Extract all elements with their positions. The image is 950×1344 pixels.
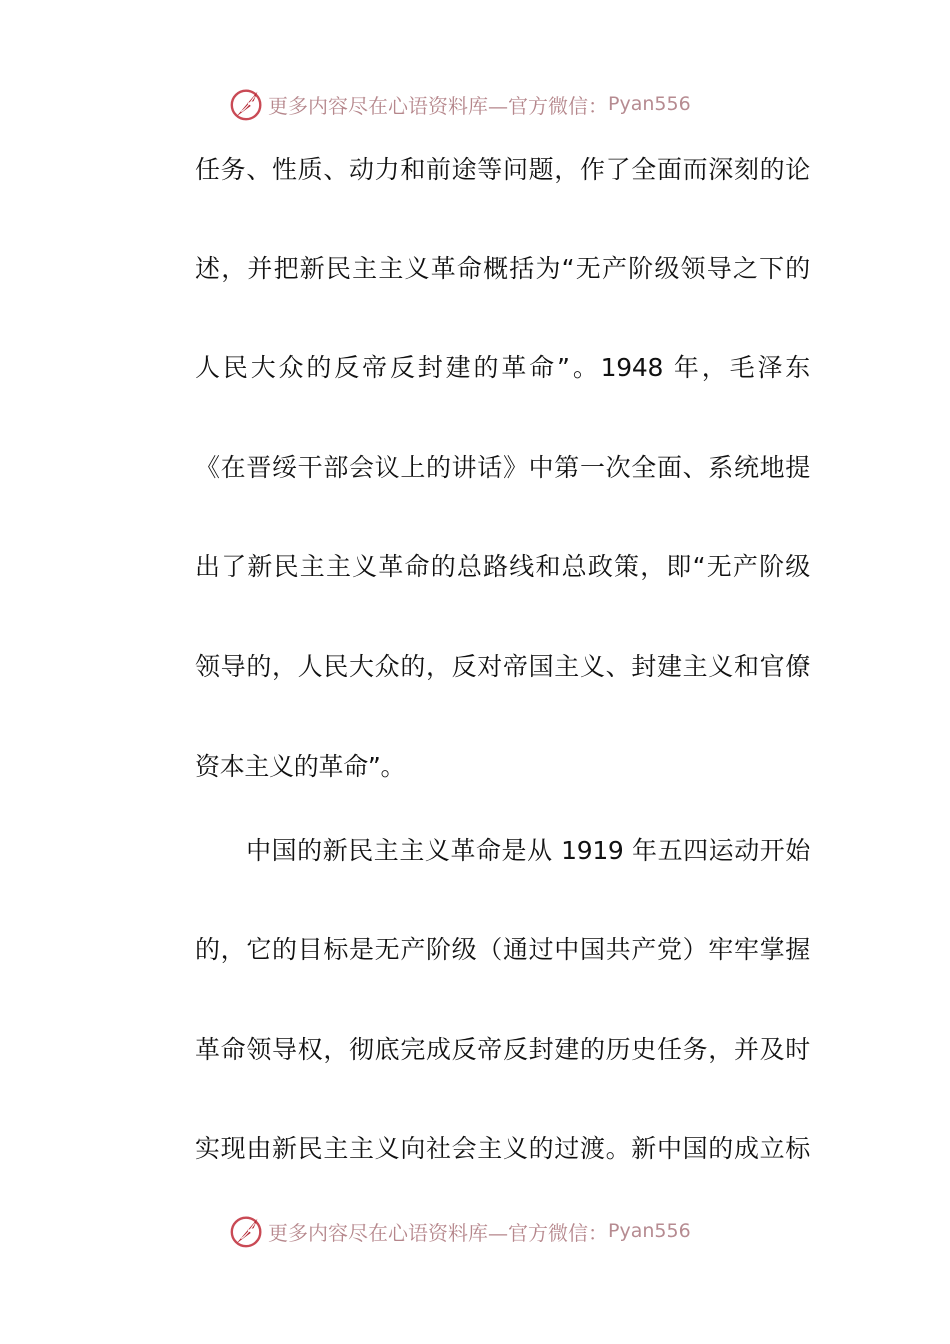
quill-logo-icon: [228, 85, 266, 123]
body-line-9: 的，它的目标是无产阶级（通过中国共产党）牢牢掌握: [195, 935, 810, 964]
watermark-text: 更多内容尽在心语资料库—官方微信：: [268, 93, 608, 118]
body-line-6: 领导的，人民大众的，反对帝国主义、封建主义和官僚: [195, 652, 810, 681]
watermark-header: [228, 84, 788, 124]
body-line-8: 中国的新民主主义革命是从 1919 年五四运动开始: [195, 836, 810, 865]
body-line-3: 人民大众的反帝反封建的革命”。1948 年，毛泽东: [195, 353, 810, 382]
watermark-handle: Pyan556: [608, 1220, 691, 1242]
body-line-1: 任务、性质、动力和前途等问题，作了全面而深刻的论: [195, 155, 810, 184]
quill-logo-icon: [228, 1212, 266, 1250]
body-line-2: 述，并把新民主主义革命概括为“无产阶级领导之下的: [195, 254, 810, 283]
watermark-footer: [228, 1211, 788, 1251]
body-line-11: 实现由新民主主义向社会主义的过渡。新中国的成立标: [195, 1134, 810, 1163]
body-line-4: 《在晋绥干部会议上的讲话》中第一次全面、系统地提: [195, 453, 810, 482]
watermark-handle: Pyan556: [608, 93, 691, 115]
body-line-5: 出了新民主主义革命的总路线和总政策，即“无产阶级: [195, 552, 810, 581]
body-line-10: 革命领导权，彻底完成反帝反封建的历史任务，并及时: [195, 1035, 810, 1064]
body-line-7: 资本主义的革命”。: [195, 752, 406, 781]
watermark-text: 更多内容尽在心语资料库—官方微信：: [268, 1220, 608, 1245]
